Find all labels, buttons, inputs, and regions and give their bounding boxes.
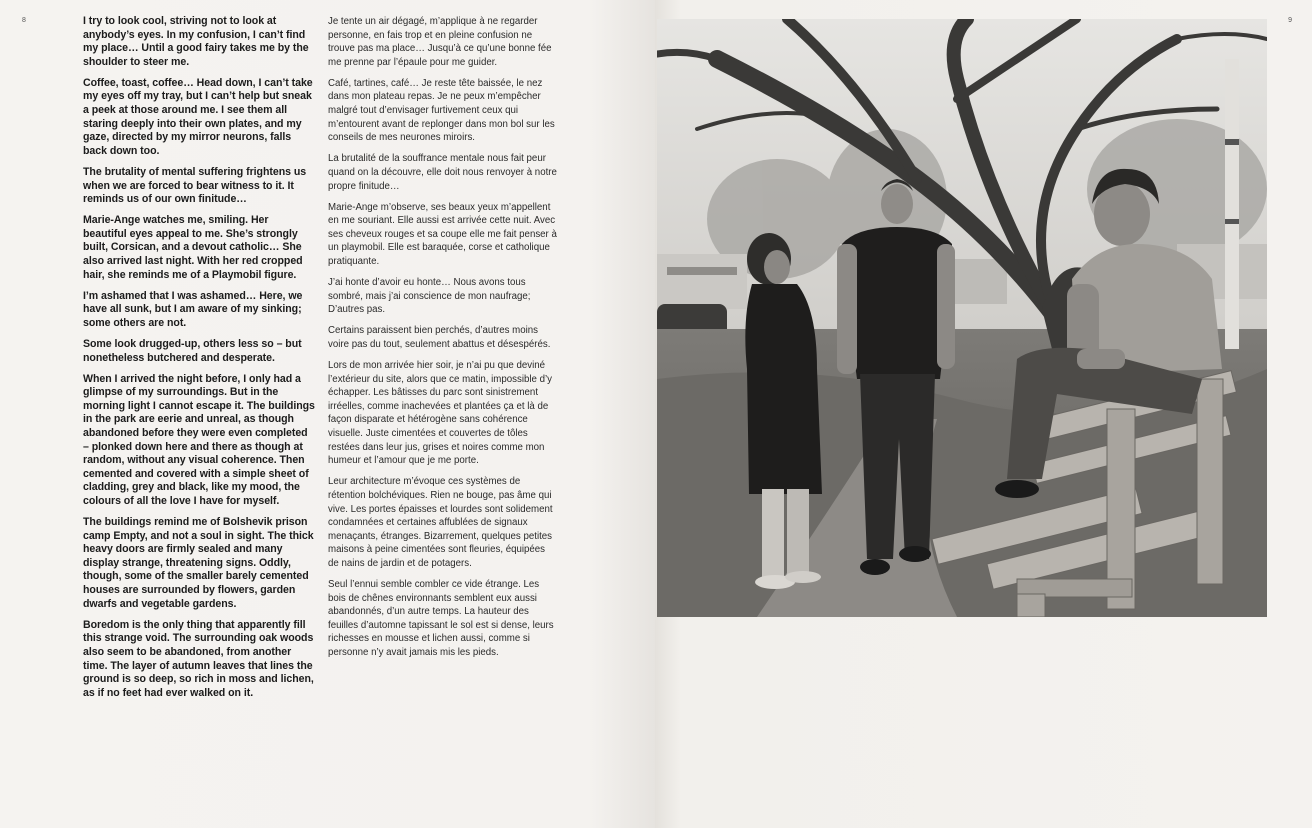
paragraph: The brutality of mental suffering frightens us when we are forced to bear witness to it. It reminds us of our own finitude…: [83, 165, 307, 206]
page-number-left: 8: [22, 17, 26, 24]
paragraph: J’ai honte d’avoir eu honte… Nous avons tous sombré, mais j’ai conscience de mon naufrage; D’autres pas.: [328, 277, 531, 316]
photo-illustration: [657, 19, 1267, 617]
paragraph: Coffee, toast, coffee… Head down, I can’t take my eyes off my tray, but I can’t help but sneak a peek at those around me. I see them all staring deeply into their own plates, and my gaze, directed by my mirror neurons, falls back down too.: [83, 76, 313, 157]
english-text-column: [83, 15, 315, 708]
paragraph: When I arrived the night before, I only had a glimpse of my surroundings. But in the morning light I cannot escape it. The buildings in the park are eerie and unreal, as though abandoned before they were even completed – plonked down here and there as though at random, without any visual coherence. Then cemented and covered with a simple sheet of cladding, grey and black, like my mood, the colours of all the love I have for myself.: [83, 372, 315, 507]
paragraph: Certains paraissent bien perchés, d’autres moins voire pas du tout, seulement abattus et désespérés.: [328, 325, 551, 350]
paragraph: Some look drugged-up, others less so – but nonetheless butchered and desperate.: [83, 337, 302, 364]
paragraph: Marie-Ange m’observe, ses beaux yeux m’appellent en me souriant. Elle aussi est arrivée cette nuit. Avec ses cheveux rouges et sa coupe elle me fait penser à un playmobil. Elle est baraquée, corse et catholique pratiquante.: [328, 201, 557, 267]
paragraph: Boredom is the only thing that apparently fill this strange void. The surrounding oak woods also seem to be abandoned, from another time. The layer of autumn leaves that lines the ground is so deep, so rich in moss and lichen, as if no feet had ever walked on it.: [83, 618, 314, 699]
paragraph: I try to look cool, striving not to look at anybody’s eyes. In my confusion, I can’t find my place… Until a good fairy takes me by the shoulder to steer me.: [83, 15, 309, 68]
paragraph: The buildings remind me of Bolshevik prison camp Empty, and not a soul in sight. The thick heavy doors are firmly sealed and many display strange, threatening signs. Oddly, though, some of the smaller barely cemented houses are surrounded by flowers, garden dwarfs and vegetable gardens.: [83, 516, 314, 610]
paragraph: La brutalité de la souffrance mentale nous fait peur quand on la découvre, elle doit nous renvoyer à notre propre finitude…: [328, 153, 557, 192]
paragraph: I’m ashamed that I was ashamed… Here, we have all sunk, but I am aware of my sinking; some others are not.: [83, 289, 303, 329]
paragraph: Je tente un air dégagé, m’applique à ne regarder personne, en fais trop et en pleine confusion ne trouve pas ma place… Jusqu’à ce qu’une bonne fée me prenne par l’épaule pour me guider.: [328, 16, 552, 68]
french-text-column: [328, 15, 558, 667]
paragraph: Lors de mon arrivée hier soir, je n’ai pu que deviné l’extérieur du site, alors que ce matin, impossible d’y échapper. Les bâtisses du parc sont sinistrement irréelles, comme inachevées et plantées ça et là de façon disparate et hétérogène sans cohérence visuelle. Juste cimentées et couvertes de tôles restées dans leur jus, grises et noires comme mon humeur et l’amour que je me porte.: [328, 360, 552, 467]
paragraph: Leur architecture m’évoque ces systèmes de rétention bolchéviques. Rien ne bouge, pas âme qui vive. Les portes épaisses et lourdes sont solidement condamnées et certaines affublées de signaux menaçants, étranges. Bizarrement, quelques petites maisons à peine cimentées sont fleuries, équipées de nains de jardin et de potagers.: [328, 476, 553, 569]
paragraph: Seul l’ennui semble combler ce vide étrange. Les bois de chênes environnants semblent eux aussi abandonnés, d’un autre temps. La hauteur des feuilles d’automne tapissant le sol est si dense, leurs richesses en mousse et lichen aussi, comme si personne n’y avait jamais mis les pieds.: [328, 578, 554, 658]
paragraph: Marie-Ange watches me, smiling. Her beautiful eyes appeal to me. She’s strongly built, Corsican, and a devout catholic… She also arrived last night. With her red cropped hair, she reminds me of a Playmobil figure.: [83, 214, 303, 281]
paragraph: Café, tartines, café… Je reste tête baissée, le nez dans mon plateau repas. Je ne peux m’empêcher malgré tout d’envisager furtivement ceux qui m’entourent avant de replonger dans mon bol sur les conseils de mes neurones miroirs.: [328, 77, 555, 144]
page-number-right: 9: [1288, 17, 1292, 24]
left-page: [0, 0, 655, 828]
black-and-white-photograph: [657, 19, 1267, 617]
